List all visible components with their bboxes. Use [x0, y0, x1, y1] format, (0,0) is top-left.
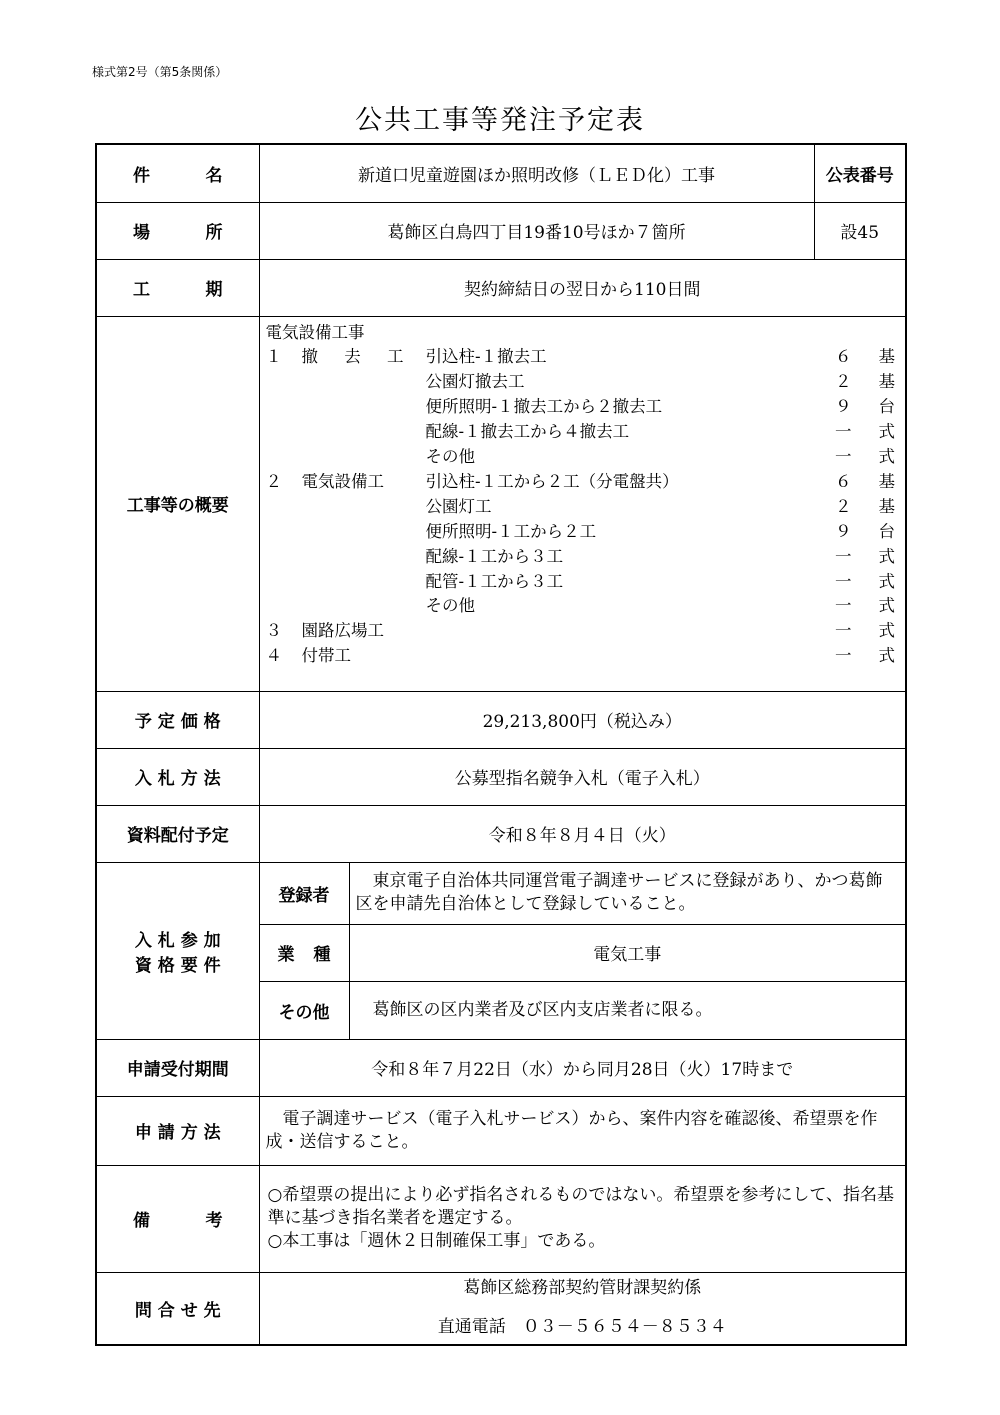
remarks-label: 備 考	[96, 1165, 259, 1272]
overview-category	[302, 594, 426, 619]
overview-item	[266, 570, 896, 595]
overview-item-number	[266, 395, 302, 420]
price-value: 29,213,800円（税込み）	[259, 691, 906, 748]
overview-item	[266, 495, 896, 520]
row-distribution	[96, 805, 906, 862]
overview-item-number	[266, 445, 302, 470]
overview-item-number: ４	[265, 646, 282, 666]
registrant-value: 東京電子自治体共同運営電子調達サービスに登録があり、かつ葛飾区を申請先自治体として登録していること。	[349, 862, 906, 924]
overview-item-quantity: ９ 台	[835, 397, 895, 417]
overview-item-quantity: ６ 基	[835, 347, 895, 367]
distribution-label: 資料配付予定	[96, 805, 259, 862]
overview-label: 工事等の概要	[96, 316, 259, 691]
overview-item-name	[426, 644, 836, 669]
overview-item	[266, 545, 896, 570]
other-value: 葛飾区の区内業者及び区内支店業者に限る。	[349, 981, 906, 1039]
overview-item	[266, 520, 896, 545]
overview-category: 電気設備工	[301, 471, 384, 491]
contact-value	[259, 1272, 906, 1345]
overview-item-number	[266, 520, 302, 545]
overview-item-name	[426, 619, 836, 644]
overview-category	[302, 495, 426, 520]
remarks-line-2: ○本工事は「週休２日制確保工事」である。	[267, 1231, 606, 1251]
overview-category	[302, 445, 426, 470]
row-price	[96, 691, 906, 748]
overview-item-number	[266, 495, 302, 520]
overview-item-quantity: 一 式	[835, 422, 895, 442]
project-name-value: 新道口児童遊園ほか照明改修（ＬＥＤ化）工事	[259, 144, 814, 202]
overview-item-name: 公園灯撤去工	[425, 372, 525, 392]
overview-category	[302, 370, 426, 395]
overview-item-name: 公園灯工	[425, 496, 492, 516]
contact-phone: 直通電話 ０３－５６５４－８５３４	[437, 1317, 727, 1338]
overview-item-name: 引込柱-１工から２工（分電盤共）	[425, 471, 679, 491]
business-type-label: 業 種	[259, 924, 349, 981]
overview-item	[266, 370, 896, 395]
overview-item-name: 引込柱-１撤去工	[425, 347, 547, 367]
overview-category	[302, 545, 426, 570]
bid-method-label: 入 札 方 法	[96, 748, 259, 805]
overview-item-quantity: ６ 基	[835, 471, 895, 491]
overview-item	[266, 470, 896, 495]
overview-item-name: その他	[425, 447, 475, 467]
overview-content	[259, 316, 906, 691]
overview-item-quantity: 一 式	[835, 596, 895, 616]
overview-item	[266, 345, 896, 370]
place-value: 葛飾区白鳥四丁目19番10号ほか７箇所	[259, 202, 814, 259]
overview-item-number	[266, 545, 302, 570]
form-number: 様式第2号（第5条関係）	[92, 65, 228, 79]
overview-item-number	[266, 370, 302, 395]
overview-item-quantity: ９ 台	[835, 521, 895, 541]
distribution-value: 令和８年８月４日（火）	[259, 805, 906, 862]
row-overview	[96, 316, 906, 691]
registrant-label: 登録者	[259, 862, 349, 924]
place-label: 場 所	[96, 202, 259, 259]
overview-item-number	[266, 420, 302, 445]
overview-item-name: 便所照明-１撤去工から２撤去工	[425, 397, 663, 417]
row-period	[96, 259, 906, 316]
overview-category	[302, 520, 426, 545]
application-period-label: 申請受付期間	[96, 1039, 259, 1096]
overview-item-number: ２	[265, 471, 282, 491]
overview-category	[302, 395, 426, 420]
application-method-label: 申 請 方 法	[96, 1096, 259, 1165]
overview-category: 付帯工	[301, 646, 351, 666]
overview-item-name: 配線-１工から３工	[425, 546, 564, 566]
application-method-value: 電子調達サービス（電子入札サービス）から、案件内容を確認後、希望票を作成・送信すること。	[259, 1096, 906, 1165]
row-application-period	[96, 1039, 906, 1096]
overview-item	[266, 395, 896, 420]
overview-category	[302, 570, 426, 595]
overview-heading: 電気設備工事	[265, 322, 365, 342]
overview-category	[302, 420, 426, 445]
overview-item	[266, 420, 896, 445]
overview-item-quantity: 一 式	[835, 621, 895, 641]
overview-item-name: 配線-１撤去工から４撤去工	[425, 422, 630, 442]
overview-item-quantity: 一 式	[835, 571, 895, 591]
project-name-label: 件 名	[96, 144, 259, 202]
overview-item-quantity: 一 式	[835, 447, 895, 467]
contact-label: 問 合 せ 先	[96, 1272, 259, 1345]
period-label: 工 期	[96, 259, 259, 316]
overview-category: 撤 去 工	[301, 347, 404, 367]
overview-item	[266, 445, 896, 470]
overview-list	[260, 317, 906, 670]
contact-department: 葛飾区総務部契約管財課契約係	[463, 1278, 702, 1299]
publication-number-value: 設45	[814, 202, 906, 259]
overview-item-quantity: 一 式	[835, 546, 895, 566]
overview-item-name: その他	[425, 596, 475, 616]
overview-item	[266, 619, 896, 644]
row-project-name	[96, 144, 906, 202]
overview-item-quantity: ２ 基	[835, 496, 895, 516]
bid-method-value: 公募型指名競争入札（電子入札）	[259, 748, 906, 805]
overview-category: 園路広場工	[301, 621, 384, 641]
remarks-value	[259, 1165, 906, 1272]
qualification-label: 入 札 参 加 資 格 要 件	[96, 862, 259, 1039]
schedule-table	[95, 143, 907, 1346]
application-period-value: 令和８年７月22日（水）から同月28日（火）17時まで	[259, 1039, 906, 1096]
row-place	[96, 202, 906, 259]
overview-item-quantity: ２ 基	[835, 372, 895, 392]
publication-number-label: 公表番号	[814, 144, 906, 202]
row-qualification-registrant	[96, 862, 906, 924]
row-bid-method	[96, 748, 906, 805]
price-label: 予 定 価 格	[96, 691, 259, 748]
document-title: 公共工事等発注予定表	[355, 105, 645, 136]
overview-item-quantity: 一 式	[835, 646, 895, 666]
overview-item	[266, 594, 896, 619]
row-application-method	[96, 1096, 906, 1165]
period-value: 契約締結日の翌日から110日間	[259, 259, 906, 316]
business-type-value: 電気工事	[349, 924, 906, 981]
other-label: その他	[259, 981, 349, 1039]
row-remarks	[96, 1165, 906, 1272]
overview-item-number: １	[265, 347, 282, 367]
overview-item	[266, 644, 896, 669]
remarks-line-1: ○希望票の提出により必ず指名されるものではない。希望票を参考にして、指名基準に基づき指名業者を選定する。	[267, 1185, 894, 1228]
overview-item-number	[266, 570, 302, 595]
overview-item-name: 配管-１工から３工	[425, 571, 564, 591]
overview-item-number	[266, 594, 302, 619]
overview-item-number: ３	[265, 621, 282, 641]
overview-item-name: 便所照明-１工から２工	[425, 521, 597, 541]
row-contact	[96, 1272, 906, 1345]
